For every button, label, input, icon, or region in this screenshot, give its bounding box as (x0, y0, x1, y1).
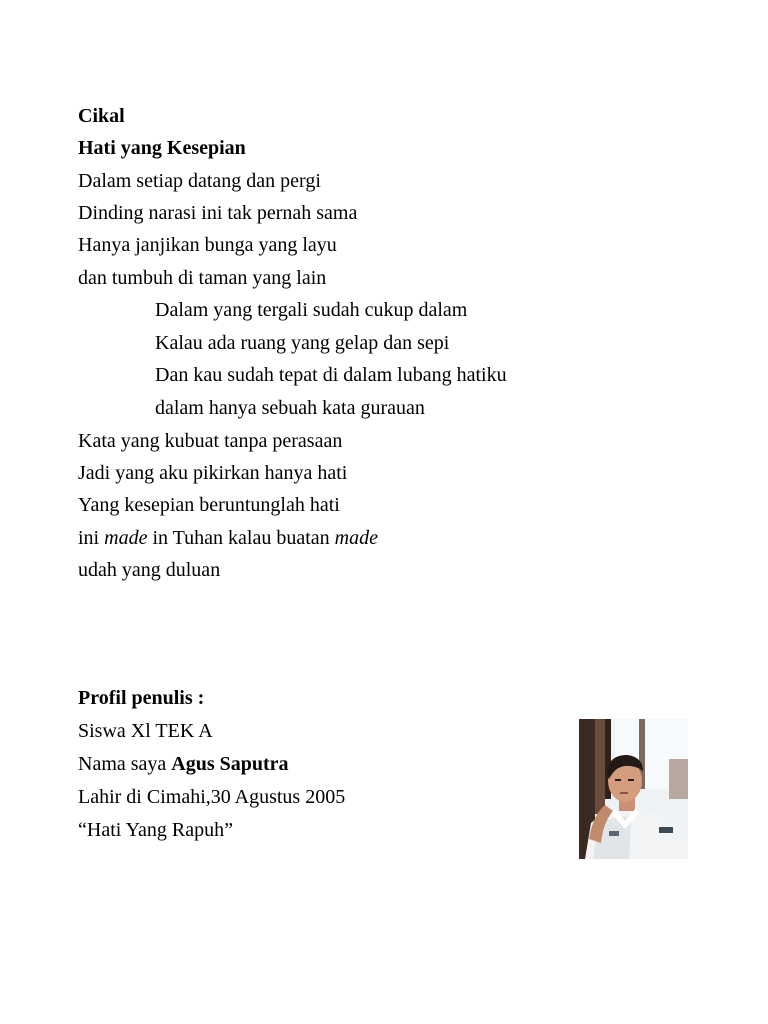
profile-name-prefix: Nama saya (78, 753, 172, 775)
profile-name: Agus Saputra (171, 753, 289, 775)
poem-line-indented: Dalam yang tergali sudah cukup dalam (155, 299, 468, 321)
poem-line: dan tumbuh di taman yang lain (78, 267, 327, 289)
poem-line-indented: Dan kau sudah tepat di dalam lubang hatiku (155, 364, 507, 386)
poem-line: Kata yang kubuat tanpa perasaan (78, 430, 343, 452)
poem-line-made (78, 526, 378, 550)
poem-line-part: ini (78, 527, 105, 549)
profile-name-line (78, 752, 289, 776)
profile-class: Siswa Xl TEK A (78, 720, 213, 742)
author-photo (579, 719, 688, 859)
poem-line-italic: made (334, 527, 378, 549)
poem-title: Hati yang Kesepian (78, 137, 246, 159)
poem-line: Dinding narasi ini tak pernah sama (78, 202, 358, 224)
poem-line-indented: Kalau ada ruang yang gelap dan sepi (155, 332, 450, 354)
poem-line-indented: dalam hanya sebuah kata gurauan (155, 397, 425, 419)
poem-line: Hanya janjikan bunga yang layu (78, 234, 337, 256)
poem-line: Yang kesepian beruntunglah hati (78, 494, 340, 516)
profile-birth: Lahir di Cimahi,30 Agustus 2005 (78, 786, 346, 808)
profile-quote: “Hati Yang Rapuh” (78, 819, 233, 841)
poem-line: Jadi yang aku pikirkan hanya hati (78, 462, 348, 484)
profile-heading: Profil penulis : (78, 687, 205, 709)
author-photo-illustration (579, 719, 688, 859)
poem-line-italic: made (104, 527, 148, 549)
poem-line: udah yang duluan (78, 559, 221, 581)
poem-line-part: in Tuhan kalau buatan (147, 527, 335, 549)
poem-line: Dalam setiap datang dan pergi (78, 170, 321, 192)
poem-author-label: Cikal (78, 105, 125, 127)
